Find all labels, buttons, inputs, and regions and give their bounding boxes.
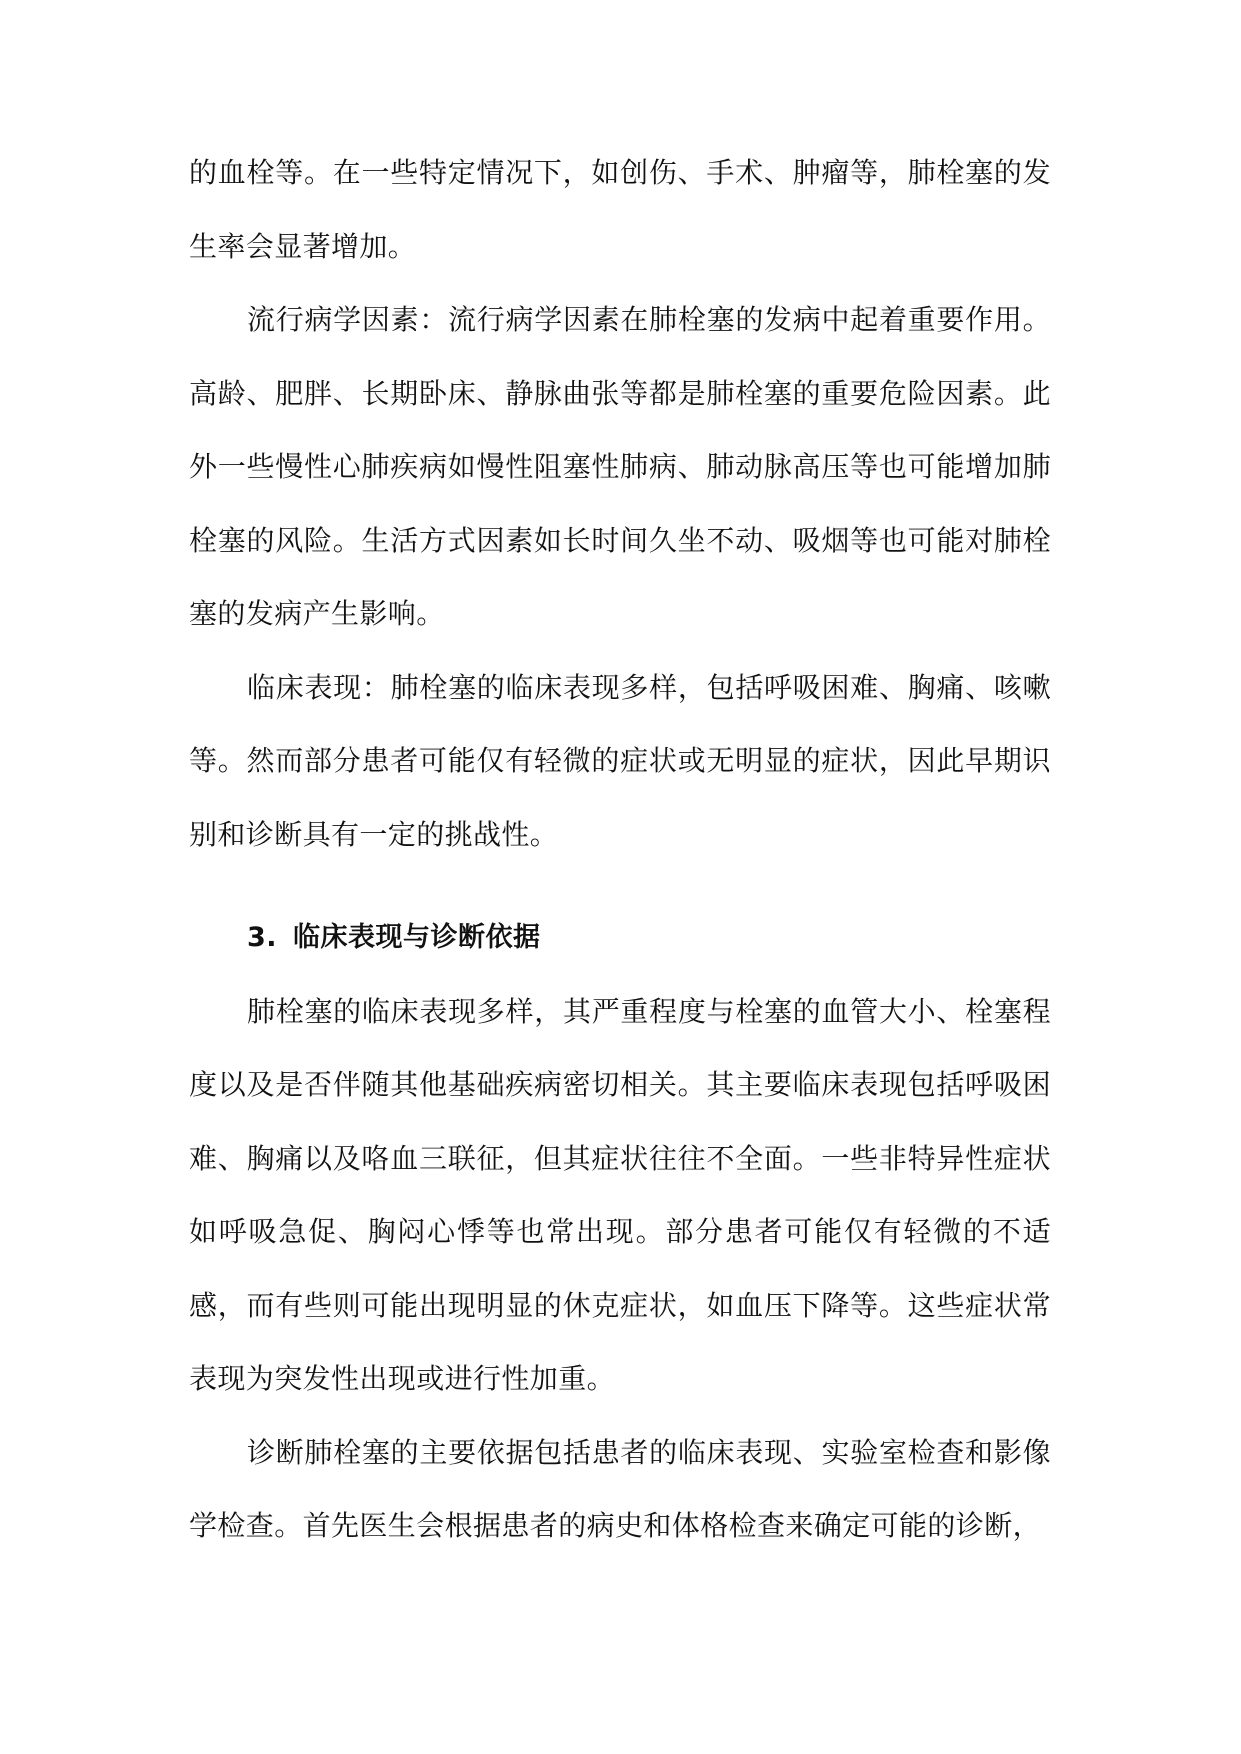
document-body xyxy=(189,136,1051,1563)
section-number: 3. xyxy=(247,922,278,953)
section-spacer xyxy=(189,871,1051,901)
section-heading xyxy=(189,901,1051,975)
paragraph-diagnosis-basis: 诊断肺栓塞的主要依据包括患者的临床表现、实验室检查和影像学检查。首先医生会根据患者的病史和体格检查来确定可能的诊断， xyxy=(189,1435,1051,1542)
paragraph-clinical-manifestations: 肺栓塞的临床表现多样，其严重程度与栓塞的血管大小、栓塞程度以及是否伴随其他基础疾病密切相关。其主要临床表现包括呼吸困难、胸痛以及咯血三联征，但其症状往往不全面。一些非特异性症状如呼吸急促、胸闷心悸等也常出现。部分患者可能仅有轻微的不适感，而有些则可能出现明显的休克症状，如血压下降等。这些症状常表现为突发性出现或进行性加重。 xyxy=(189,994,1051,1395)
paragraph-clinical-presentation: 临床表现：肺栓塞的临床表现多样，包括呼吸困难、胸痛、咳嗽等。然而部分患者可能仅有轻微的症状或无明显的症状，因此早期识别和诊断具有一定的挑战性。 xyxy=(189,670,1051,851)
paragraph-continuation: 的血栓等。在一些特定情况下，如创伤、手术、肿瘤等，肺栓塞的发生率会显著增加。 xyxy=(189,156,1051,263)
paragraph-epidemiology: 流行病学因素：流行病学因素在肺栓塞的发病中起着重要作用。高龄、肥胖、长期卧床、静脉曲张等都是肺栓塞的重要危险因素。此外一些慢性心肺疾病如慢性阻塞性肺病、肺动脉高压等也可能增加肺栓塞的风险。生活方式因素如长时间久坐不动、吸烟等也可能对肺栓塞的发病产生影响。 xyxy=(189,303,1051,630)
section-title: 临床表现与诊断依据 xyxy=(293,922,541,953)
